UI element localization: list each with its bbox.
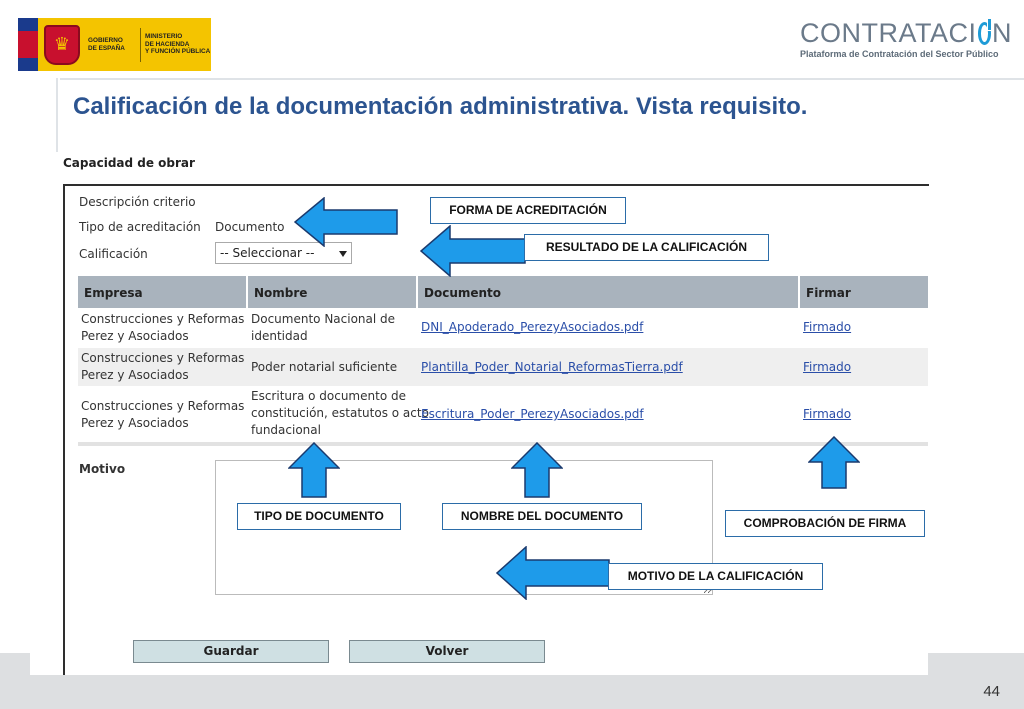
col-nombre: Nombre (248, 276, 418, 308)
arrow-up-icon (288, 442, 340, 498)
back-button[interactable]: Volver (349, 640, 545, 663)
save-button[interactable]: Guardar (133, 640, 329, 663)
platform-name-left: CONTRATACI (800, 18, 977, 48)
gov-logo-line1: GOBIERNO (88, 36, 123, 44)
arrow-left-icon (420, 225, 526, 277)
table-header (78, 276, 928, 308)
empresa-cell: Construcciones y Reformas (81, 351, 245, 365)
col-firmar: Firmar (806, 286, 851, 300)
callout-nombre-documento: NOMBRE DEL DOCUMENTO (442, 503, 642, 530)
empresa-cell: Perez y Asociados (81, 368, 189, 382)
gobierno-logo (18, 18, 211, 71)
nombre-cell: identidad (251, 329, 308, 343)
ministry-line2: DE HACIENDA (145, 40, 190, 48)
platform-subtitle: Plataforma de Contratación del Sector Público (800, 49, 999, 59)
coat-of-arms-icon: ♛ (44, 25, 80, 65)
gov-logo-line2: DE ESPAÑA (88, 44, 125, 52)
page-number: 44 (983, 683, 1000, 700)
nombre-cell: Poder notarial suficiente (251, 360, 398, 374)
nombre-cell: Escritura o documento de (251, 389, 406, 403)
document-link[interactable]: Escritura_Poder_PerezyAsociados.pdf (421, 407, 644, 421)
ministry-line3: Y FUNCIÓN PÚBLICA (145, 48, 211, 56)
table-row (78, 311, 928, 348)
header-rule (60, 78, 1024, 80)
table-bottom-rule (78, 442, 928, 446)
left-rule (56, 78, 58, 153)
col-documento: Documento (418, 276, 800, 308)
section-title: Capacidad de obrar (63, 156, 195, 170)
chevron-down-icon (339, 251, 347, 257)
empresa-cell: Perez y Asociados (81, 416, 189, 430)
contratacion-logo (800, 18, 1012, 62)
table-row (78, 348, 928, 386)
motivo-label: Motivo (79, 462, 126, 476)
empresa-cell: Construcciones y Reformas (81, 312, 245, 326)
callout-comprobacion-firma: COMPROBACIÓN DE FIRMA (725, 510, 925, 537)
callout-tipo-documento: TIPO DE DOCUMENTO (237, 503, 401, 530)
tipo-acreditacion-value: Documento (215, 220, 285, 234)
firmado-link[interactable]: Firmado (803, 320, 852, 334)
platform-name-right: N (992, 18, 1012, 48)
callout-forma-acreditacion: FORMA DE ACREDITACIÓN (430, 197, 626, 224)
slide-title: Calificación de la documentación administrativa. Vista requisito. (73, 93, 808, 120)
ministry-line1: MINISTERIO (145, 33, 183, 41)
empresa-cell: Construcciones y Reformas (81, 399, 245, 413)
logo-divider (140, 28, 141, 62)
arrow-left-icon (294, 197, 398, 247)
empresa-cell: Perez y Asociados (81, 329, 189, 343)
nombre-cell: fundacional (251, 423, 321, 437)
firmado-link[interactable]: Firmado (803, 360, 852, 374)
document-link[interactable]: DNI_Apoderado_PerezyAsociados.pdf (421, 320, 644, 334)
arrow-up-icon (808, 436, 860, 489)
col-empresa: Empresa (78, 276, 248, 308)
arrow-left-icon (496, 546, 610, 600)
callout-motivo-calificacion: MOTIVO DE LA CALIFICACIÓN (608, 563, 823, 590)
eu-flag-icon (18, 18, 38, 71)
calificacion-label: Calificación (79, 247, 148, 261)
nombre-cell: constitución, estatutos o acto (251, 406, 429, 420)
firmado-link[interactable]: Firmado (803, 407, 852, 421)
document-link[interactable]: Plantilla_Poder_Notarial_ReformasTierra.pdf (421, 360, 683, 374)
calificacion-selected: -- Seleccionar -- (220, 246, 315, 260)
tipo-acreditacion-label: Tipo de acreditación (79, 220, 201, 234)
nombre-cell: Documento Nacional de (251, 312, 396, 326)
table-row (78, 388, 928, 442)
power-icon (978, 22, 992, 45)
callout-resultado-calificacion: RESULTADO DE LA CALIFICACIÓN (524, 234, 769, 261)
arrow-up-icon (511, 442, 563, 498)
descripcion-label: Descripción criterio (79, 195, 196, 209)
